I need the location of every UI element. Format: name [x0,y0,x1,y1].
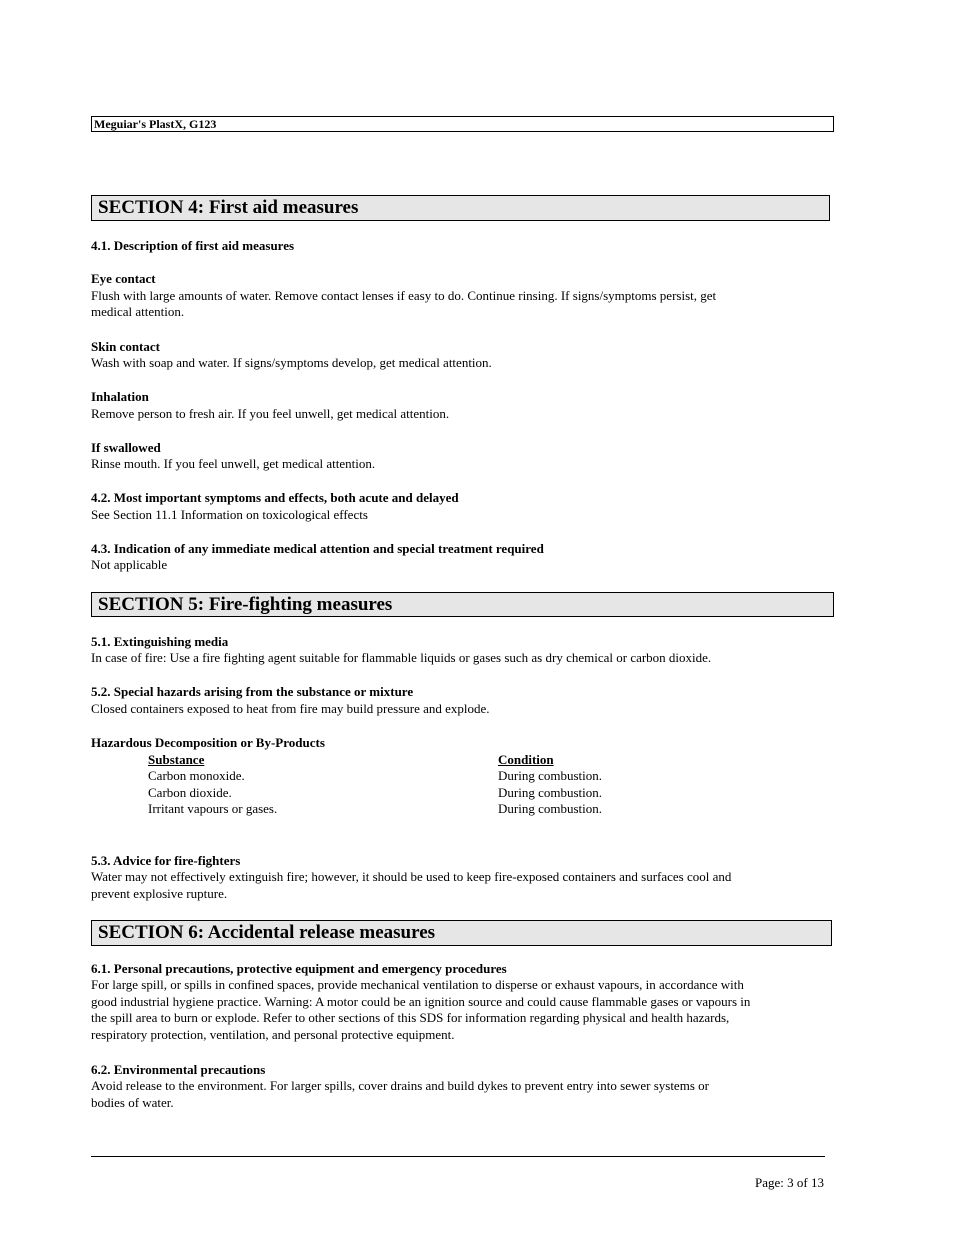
subsection-6-1-text-line1: For large spill, or spills in confined spaces, provide mechanical ventilation to disperse or exhaust vapours, in accordance with [91,977,744,992]
table-header-substance: Substance [148,752,205,767]
subsection-6-1-text-line4: respiratory protection, ventilation, and personal protective equipment. [91,1027,455,1042]
hazardous-decomposition-heading: Hazardous Decomposition or By-Products [91,735,325,750]
subsection-6-2-heading: 6.2. Environmental precautions [91,1062,266,1077]
subsection-5-3-text-line2: prevent explosive rupture. [91,886,228,901]
eye-contact-text-line1: Flush with large amounts of water. Remove contact lenses if easy to do. Continue rinsing. If signs/symptoms persist, get [91,288,717,303]
subsection-5-1-text: In case of fire: Use a fire fighting agent suitable for flammable liquids or gases such as dry chemical or carbon dioxide. [91,650,712,665]
table-cell-condition: During combustion. [498,785,602,800]
document-header-product: Meguiar's PlastX, G123 [91,116,834,132]
section-5-title: SECTION 5: Fire-fighting measures [91,592,834,617]
subsection-5-3-text-line1: Water may not effectively extinguish fire; however, it should be used to keep fire-exposed containers and surfaces cool and [91,869,732,884]
table-header-condition: Condition [498,752,554,767]
if-swallowed-heading: If swallowed [91,440,161,455]
table-cell-substance: Irritant vapours or gases. [148,801,278,816]
eye-contact-text-line2: medical attention. [91,304,185,319]
table-cell-condition: During combustion. [498,801,602,816]
subsection-6-1-text-line2: good industrial hygiene practice. Warning: A motor could be an ignition source and could cause flammable gases or vapours in [91,994,751,1009]
table-cell-substance: Carbon dioxide. [148,785,232,800]
table-cell-substance: Carbon monoxide. [148,768,245,783]
eye-contact-heading: Eye contact [91,271,156,286]
subsection-6-1-heading: 6.1. Personal precautions, protective equipment and emergency procedures [91,961,507,976]
subsection-6-2-text-line1: Avoid release to the environment. For larger spills, cover drains and build dykes to prevent entry into sewer systems or [91,1078,709,1093]
skin-contact-text: Wash with soap and water. If signs/symptoms develop, get medical attention. [91,355,492,370]
subsection-5-3-heading: 5.3. Advice for fire-fighters [91,853,241,868]
subsection-4-2-text: See Section 11.1 Information on toxicological effects [91,507,368,522]
subsection-4-3-heading: 4.3. Indication of any immediate medical attention and special treatment required [91,541,544,556]
inhalation-heading: Inhalation [91,389,149,404]
subsection-4-3-text: Not applicable [91,557,168,572]
skin-contact-heading: Skin contact [91,339,160,354]
subsection-6-1-text-line3: the spill area to burn or explode. Refer to other sections of this SDS for information regarding physical and health hazards, [91,1010,730,1025]
section-6-title: SECTION 6: Accidental release measures [91,920,832,946]
section-4-title: SECTION 4: First aid measures [91,195,830,221]
subsection-6-2-text-line2: bodies of water. [91,1095,174,1110]
inhalation-text: Remove person to fresh air. If you feel unwell, get medical attention. [91,406,450,421]
subsection-5-2-heading: 5.2. Special hazards arising from the substance or mixture [91,684,414,699]
subsection-5-2-text: Closed containers exposed to heat from fire may build pressure and explode. [91,701,490,716]
if-swallowed-text: Rinse mouth. If you feel unwell, get medical attention. [91,456,376,471]
subsection-4-2-heading: 4.2. Most important symptoms and effects, both acute and delayed [91,490,459,505]
table-cell-condition: During combustion. [498,768,602,783]
subsection-5-1-heading: 5.1. Extinguishing media [91,634,229,649]
page-number: Page: 3 of 13 [755,1175,824,1190]
footer-divider [91,1156,825,1157]
subsection-4-1-heading: 4.1. Description of first aid measures [91,238,295,253]
